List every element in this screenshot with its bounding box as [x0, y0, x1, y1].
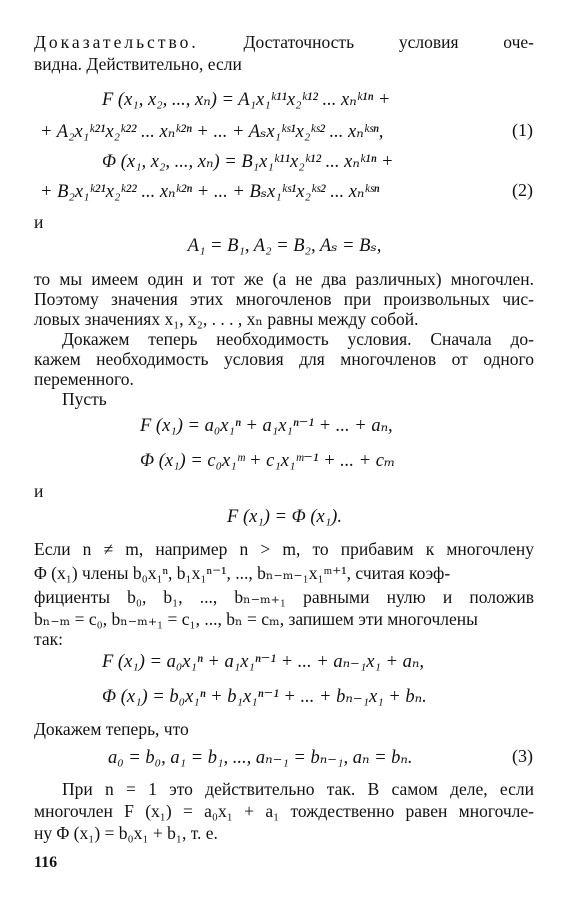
- paragraph-text: Достаточность условия оче-: [243, 32, 535, 52]
- paragraph-line: видна. Действительно, если: [34, 54, 242, 74]
- paragraph-line: ловых значениях x₁, x₂, . . . , xₙ равны между собой.: [34, 309, 419, 329]
- equation-number-3: (3): [512, 746, 533, 766]
- paragraph-line: bₙ₋ₘ = c₀, bₙ₋ₘ₊₁ = c₁, ..., bₙ = cₘ, запишем эти многочлены: [34, 609, 478, 629]
- conjunction-and: и: [34, 212, 44, 232]
- equation-number-1: (1): [512, 120, 533, 140]
- paragraph-line: так:: [34, 629, 63, 649]
- paragraph-line: Φ (x₁) члены b₀x₁ⁿ, b₁x₁ⁿ⁻¹, ..., bₙ₋ₘ₋₁x₁ᵐ⁺¹, считая коэф-: [34, 563, 451, 583]
- equation-F-equals-Phi: F (x₁) = Φ (x₁).: [227, 507, 342, 527]
- paragraph-line: многочлен F (x₁) = a₀x₁ + a₁ тождественно равен многочле-: [34, 801, 534, 821]
- equation-1-line-b: + A₂x₁ᵏ²¹x₂ᵏ²² ... xₙᵏ²ⁿ + ... + Aₛx₁ᵏˢ¹x₂ᵏˢ² ... xₙᵏˢⁿ,: [40, 122, 384, 142]
- paragraph-line: Если n ≠ m, например n > m, то прибавим к многочлену: [34, 539, 534, 559]
- paragraph-line: кажем необходимость условия для многочленов от одного: [34, 349, 534, 369]
- equation-3: a₀ = b₀, a₁ = b₁, ..., aₙ₋₁ = bₙ₋₁, aₙ = bₙ.: [108, 748, 413, 768]
- equation-F-expanded: F (x₁) = a₀x₁ⁿ + a₁x₁ⁿ⁻¹ + ... + aₙ₋₁x₁ + aₙ,: [102, 652, 425, 672]
- coefficient-equalities: A₁ = B₁, A₂ = B₂, Aₛ = Bₛ,: [187, 236, 382, 256]
- equation-F-x1: F (x₁) = a₀x₁ⁿ + a₁x₁ⁿ⁻¹ + ... + aₙ,: [140, 416, 393, 436]
- equation-1-line-a: F (x₁, x₂, ..., xₙ) = A₁x₁ᵏ¹¹x₂ᵏ¹² ... xₙᵏ¹ⁿ +: [102, 90, 391, 110]
- paragraph-line: фициенты b₀, b₁, ..., bₙ₋ₘ₊₁ равными нулю и положив: [34, 587, 534, 607]
- paragraph-line: [34, 31, 534, 53]
- let-word: Пусть: [62, 389, 107, 409]
- page-number: 116: [34, 854, 58, 871]
- paragraph-line: то мы имеем один и тот же (а не два различных) многочлен.: [34, 269, 534, 289]
- equation-Phi-x1: Φ (x₁) = c₀x₁ᵐ + c₁x₁ᵐ⁻¹ + ... + cₘ: [140, 451, 396, 471]
- equation-2-line-a: Φ (x₁, x₂, ..., xₙ) = B₁x₁ᵏ¹¹x₂ᵏ¹² ... xₙᵏ¹ⁿ +: [102, 152, 394, 172]
- paragraph-line: Поэтому значения этих многочленов при произвольных чис-: [34, 289, 534, 309]
- paragraph-line: Докажем теперь, что: [34, 719, 189, 739]
- paragraph-line: ну Φ (x₁) = b₀x₁ + b₁, т. е.: [34, 823, 218, 843]
- proof-heading: Доказательство.: [34, 32, 199, 52]
- paragraph-line: При n = 1 это действительно так. В самом деле, если: [62, 779, 534, 799]
- equation-2-line-b: + B₂x₁ᵏ²¹x₂ᵏ²² ... xₙᵏ²ⁿ + ... + Bₛx₁ᵏˢ¹x₂ᵏˢ² ... xₙᵏˢⁿ: [40, 182, 380, 202]
- equation-number-2: (2): [512, 180, 533, 200]
- paragraph-line: переменного.: [34, 369, 134, 389]
- paragraph-line: Докажем теперь необходимость условия. Сначала до-: [62, 329, 534, 349]
- conjunction-and: и: [34, 481, 44, 501]
- equation-Phi-expanded: Φ (x₁) = b₀x₁ⁿ + b₁x₁ⁿ⁻¹ + ... + bₙ₋₁x₁ + bₙ.: [102, 687, 427, 707]
